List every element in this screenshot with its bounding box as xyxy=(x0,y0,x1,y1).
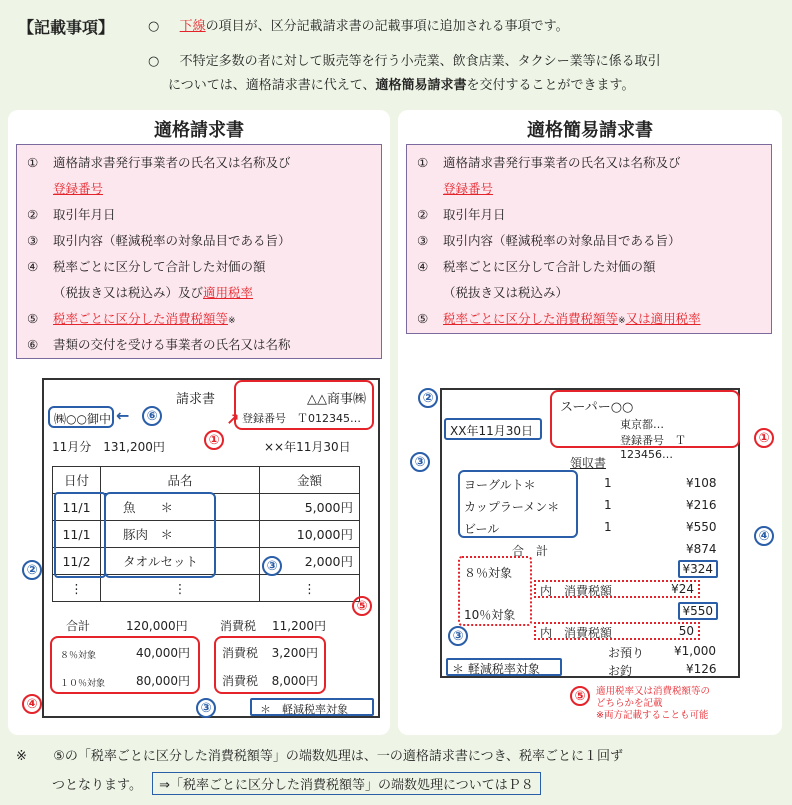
footer-mark: ※ xyxy=(16,749,27,764)
rate-8-value: ¥324 xyxy=(682,562,713,576)
marker-3b: ③ xyxy=(196,698,216,718)
tax-label: 消費税 xyxy=(220,619,257,633)
req-red: 税率ごとに区分した消費税額等 xyxy=(53,311,229,326)
arrow: ↗ xyxy=(226,410,240,429)
item-price: ¥108 xyxy=(686,476,717,490)
reduced-rate-note: ＊ 軽減税率対象 xyxy=(452,662,540,676)
table-header xyxy=(53,467,360,494)
tax-8-value: 3,200円 xyxy=(271,646,318,660)
rate-8-value: 40,000円 xyxy=(136,646,190,660)
note-2-text-end: を交付することができます。 xyxy=(466,78,635,93)
rate-8-tax-box xyxy=(534,580,700,598)
item-desc-box xyxy=(104,492,216,578)
footer-line-2 xyxy=(52,772,541,795)
invoice-title: 請求書 xyxy=(176,392,216,407)
paid-value: ¥1,000 xyxy=(674,644,716,658)
num: ② xyxy=(417,207,429,222)
num: ② xyxy=(27,207,39,222)
row-amount: 2,000円 xyxy=(260,548,360,575)
note-line-1: 適用税率又は消費税額等の xyxy=(596,686,711,697)
row-date: 11/2 xyxy=(53,548,101,575)
item-qty: 1 xyxy=(604,476,612,490)
rate-10-label: １０％対象 xyxy=(60,679,106,689)
col-item: 品名 xyxy=(101,467,260,494)
marker-5: ⑤ xyxy=(570,686,590,706)
change-label: お釣 xyxy=(608,664,633,678)
rate-10-value: 80,000円 xyxy=(136,674,190,688)
row-amount: 5,000円 xyxy=(260,494,360,521)
qualified-invoice-panel xyxy=(8,110,390,735)
marker-1: ① xyxy=(204,430,224,450)
reduced-rate-note-box xyxy=(446,658,562,676)
item-name: ヨーグルト＊ xyxy=(464,478,536,492)
bullet: ○ xyxy=(148,54,160,69)
rate-10-tax-label: 内 消費税額 xyxy=(540,626,613,640)
date-box xyxy=(54,492,106,578)
seller-name: △△商事㈱ xyxy=(307,392,366,407)
row-item: 豚肉 ＊ xyxy=(101,521,260,548)
receipt-sample xyxy=(440,388,740,678)
note-line-2: どちらかを記載 xyxy=(596,698,663,709)
rate-10-value-box xyxy=(678,602,718,620)
marker-4: ④ xyxy=(754,526,774,546)
num: ① xyxy=(417,155,429,170)
rate-8-tax-value: ¥24 xyxy=(671,582,694,596)
req-1 xyxy=(417,153,681,171)
item-qty: 1 xyxy=(604,520,612,534)
marker-3b: ③ xyxy=(448,626,468,646)
item-price: ¥216 xyxy=(686,498,717,512)
panel-title: 適格簡易請求書 xyxy=(527,120,653,141)
num: ⑤ xyxy=(417,311,429,326)
req-text: 取引年月日 xyxy=(443,207,506,222)
receipt-date: XX年11月30日 xyxy=(450,424,533,438)
dots: ⋮ xyxy=(53,575,101,602)
buyer-name: ㈱○○御中 xyxy=(54,412,111,426)
rate-subtotal-box xyxy=(50,636,200,694)
req-text: 適格請求書発行事業者の氏名又は名称及び xyxy=(443,155,681,170)
section-heading: 【記載事項】 xyxy=(18,18,115,37)
buyer-box xyxy=(48,406,114,428)
marker-6: ⑥ xyxy=(142,406,162,426)
num: ① xyxy=(27,155,39,170)
row-date: 11/1 xyxy=(53,494,101,521)
tax-10-value: 8,000円 xyxy=(271,674,318,688)
footer-text: ⑤の「税率ごとに区分した消費税額等」の端数処理は、一の適格請求書につき、税率ごとに１回ず xyxy=(53,749,624,764)
panel-title: 適格請求書 xyxy=(154,120,244,141)
req-4-sub xyxy=(53,283,253,301)
underline-word: 下線 xyxy=(179,19,206,34)
date-box xyxy=(444,418,542,440)
req-3 xyxy=(417,231,681,249)
marker-3: ③ xyxy=(410,452,430,472)
rate-tax-box xyxy=(214,636,326,694)
note-1-text: の項目が、区分記載請求書の記載事項に追加される事項です。 xyxy=(205,19,569,34)
total-label: 合 計 xyxy=(512,544,549,558)
note-text xyxy=(596,686,710,722)
note-2-line-2 xyxy=(168,74,634,93)
req-2 xyxy=(417,205,506,223)
rate-10-tax-value: 50 xyxy=(678,624,694,638)
requirements-box xyxy=(406,144,772,334)
req-1-registration: 登録番号 xyxy=(53,181,104,196)
asterisk-mark: ※ xyxy=(228,316,236,326)
req-red: 又は適用税率 xyxy=(625,311,701,326)
marker-2: ② xyxy=(418,388,438,408)
requirements-box xyxy=(16,144,382,359)
item-qty: 1 xyxy=(604,498,612,512)
footer-text: つとなります。 xyxy=(52,778,142,793)
req-5 xyxy=(417,309,701,327)
receipt-title: 領収書 xyxy=(570,456,607,470)
note-2 xyxy=(148,50,661,69)
req-5 xyxy=(27,309,236,327)
req-red: 税率ごとに区分した消費税額等 xyxy=(443,311,619,326)
rate-8-label: ８％対象 xyxy=(60,651,97,661)
total-value: 120,000円 xyxy=(126,619,188,633)
table-row-ellipsis xyxy=(53,575,360,602)
billing-month: 11月分 131,200円 xyxy=(52,440,165,454)
row-amount: 10,000円 xyxy=(260,521,360,548)
marker-2: ② xyxy=(22,560,42,580)
note-2-line-1: 不特定多数の者に対して販売等を行う小売業、飲食店業、タクシー業等に係る取引 xyxy=(179,54,661,69)
note-line-3: ※両方記載することも可能 xyxy=(596,710,709,721)
dots: ⋮ xyxy=(260,575,360,602)
row-date: 11/1 xyxy=(53,521,101,548)
num: ⑥ xyxy=(27,337,39,352)
change-value: ¥126 xyxy=(686,662,717,676)
col-amount: 金額 xyxy=(260,467,360,494)
req-text: （税抜き又は税込み）及び xyxy=(53,285,204,300)
invoice-sample xyxy=(42,378,380,718)
note-1 xyxy=(148,15,569,34)
req-2 xyxy=(27,205,116,223)
req-text: 取引年月日 xyxy=(53,207,116,222)
reduced-rate-note: ＊ 軽減税率対象 xyxy=(260,703,348,716)
marker-4: ④ xyxy=(22,694,42,714)
marker-5: ⑤ xyxy=(352,596,372,616)
simplified-invoice-panel xyxy=(398,110,782,735)
num: ③ xyxy=(27,233,39,248)
asterisk-mark: ※ xyxy=(618,316,626,326)
store-box xyxy=(550,390,740,461)
total-value: ¥874 xyxy=(686,542,717,556)
req-text: 税率ごとに区分して合計した対価の額 xyxy=(443,259,656,274)
rate-8-tax-label: 内 消費税額 xyxy=(540,584,613,598)
note-2-text: については、適格請求書に代えて、 xyxy=(168,78,376,93)
req-text: 取引内容（軽減税率の対象品目である旨） xyxy=(443,233,681,248)
req-1 xyxy=(27,153,291,171)
tax-8-label: 消費税 xyxy=(222,646,259,660)
req-6 xyxy=(27,335,291,353)
req-4-sub: （税抜き又は税込み） xyxy=(443,285,569,300)
marker-3: ③ xyxy=(262,556,282,576)
req-text: 税率ごとに区分して合計した対価の額 xyxy=(53,259,266,274)
rate-10-tax-box xyxy=(534,622,700,640)
reduced-rate-note-box xyxy=(250,698,374,716)
dots: ⋮ xyxy=(101,575,260,602)
page-reference-link[interactable]: ⇒「税率ごとに区分した消費税額等」の端数処理についてはＰ８ xyxy=(152,772,541,795)
num: ④ xyxy=(27,259,39,274)
item-price: ¥550 xyxy=(686,520,717,534)
req-1-registration: 登録番号 xyxy=(443,181,494,196)
simplified-invoice-term: 適格簡易請求書 xyxy=(375,78,467,93)
registration-number: 登録番号 Ｔ012345… xyxy=(242,412,361,425)
paid-label: お預り xyxy=(608,646,645,660)
item-name: カップラーメン＊ xyxy=(464,500,560,514)
invoice-date: ××年11月30日 xyxy=(264,440,351,454)
total-label: 合計 xyxy=(66,619,91,633)
arrow: ← xyxy=(116,406,130,425)
req-4 xyxy=(27,257,266,275)
store-address: 東京都… xyxy=(620,418,664,431)
req-text: 書類の交付を受ける事業者の氏名又は名称 xyxy=(53,337,291,352)
num: ④ xyxy=(417,259,429,274)
rate-10-label: 10％対象 xyxy=(464,608,516,622)
footer-line-1 xyxy=(16,745,623,764)
row-item: タオルセット xyxy=(101,548,260,575)
rate-10-value: ¥550 xyxy=(682,604,713,618)
num: ③ xyxy=(417,233,429,248)
req-3 xyxy=(27,231,291,249)
rate-8-value-box xyxy=(678,560,718,578)
req-red: 適用税率 xyxy=(203,285,254,300)
req-text: 適格請求書発行事業者の氏名又は名称及び xyxy=(53,155,291,170)
marker-1: ① xyxy=(754,428,774,448)
rate-8-label: ８％対象 xyxy=(464,566,513,580)
item-name: ビール xyxy=(464,522,500,536)
registration-number: 登録番号 Ｔ123456… xyxy=(620,434,686,461)
row-item: 魚 ＊ xyxy=(101,494,260,521)
tax-value: 11,200円 xyxy=(272,619,326,633)
req-4 xyxy=(417,257,656,275)
col-date: 日付 xyxy=(53,467,101,494)
req-text: 取引内容（軽減税率の対象品目である旨） xyxy=(53,233,291,248)
bullet: ○ xyxy=(148,19,160,34)
store-name: スーパー○○ xyxy=(560,400,634,415)
num: ⑤ xyxy=(27,311,39,326)
tax-10-label: 消費税 xyxy=(222,674,259,688)
seller-box xyxy=(234,380,374,430)
